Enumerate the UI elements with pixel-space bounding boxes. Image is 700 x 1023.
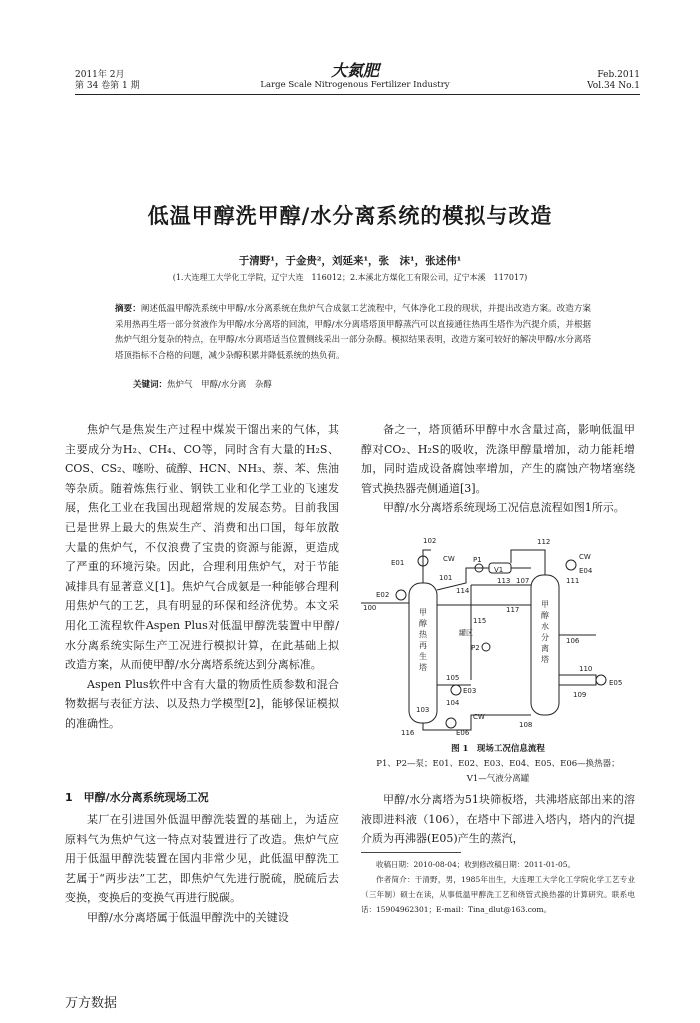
header-right (587, 70, 640, 92)
stream-label: 105 (446, 674, 460, 682)
header-left-volume: 第 34 卷第 1 期 (75, 81, 140, 91)
stream-label: 102 (423, 537, 437, 545)
tower-label (541, 600, 549, 664)
tower-label-char: 甲 (541, 600, 549, 609)
keywords-text: 焦炉气 甲醇/水分离 杂醇 (167, 380, 272, 390)
body-column-right-lower (361, 790, 635, 849)
footnote: 作者简介：于清野，男，1985年出生，大连理工大学化工学院化学工艺专业（三年制）硕士在读，从事低温甲醇洗工艺和绕管式换热器的计算研究。联系电话：15904962301；E-mail：Tina_dlut@163.com。 (361, 875, 635, 914)
tower-label-char: 塔 (419, 663, 427, 672)
body-column-left (65, 420, 339, 734)
keywords-label: 关键词： (133, 380, 168, 390)
stream-label: 100 (363, 604, 377, 612)
stream-line (559, 675, 596, 685)
header-left-date: 2011年 2月 (75, 70, 125, 80)
exchanger-label: E06 (456, 729, 470, 737)
journal-name-en: Large Scale Nitrogenous Fertilizer Industry (260, 80, 450, 90)
header-right-volume: Vol.34 No.1 (587, 81, 640, 91)
section-heading: 1 甲醇/水分离系统现场工况 (65, 791, 209, 804)
tower-label-char: 水 (541, 622, 549, 631)
figure-title: 图 1 现场工况信息流程 (451, 744, 545, 754)
tower-label-char: 分 (541, 633, 549, 642)
abstract-text: 阐述低温甲醇洗系统中甲醇/水分离系统在焦炉气合成氨工艺流程中，气体净化工段的现状，并提出改造方案。改造方案采用热再生塔一部分贫液作为甲醇/水分离塔的回流，甲醇/水分离塔塔顶甲醇蒸汽可以直接通往热再生塔作为汽提介质，并根据焦炉气组分复杂的特点，在甲醇/水分离塔适当位置侧线采出一部分杂醇。模拟结果表明，改造方案可较好的解决甲醇/水分离塔塔顶指标不合格的问题，减少杂醇积累并降低系统的热负荷。 (115, 304, 591, 361)
stream-label: 116 (401, 729, 415, 737)
figure-legend: V1—气液分离罐 (466, 774, 530, 784)
exchanger-label: E01 (391, 559, 405, 567)
pump-label: P1 (473, 556, 482, 564)
stream-label: 109 (573, 691, 587, 699)
stream-label: 104 (446, 699, 460, 707)
exchanger-e04 (566, 560, 576, 570)
cw-label: CW (473, 713, 485, 721)
separator-label: V1 (494, 566, 504, 574)
stream-label: 112 (537, 538, 551, 546)
abstract (115, 302, 591, 364)
footnote: 收稿日期：2010-08-04；收到修改稿日期：2011-01-05。 (376, 860, 575, 869)
journal-logo: 大氮肥 (330, 61, 379, 80)
paper-title: 低温甲醇洗甲醇/水分离系统的模拟与改造 (147, 204, 553, 228)
header-center (250, 62, 460, 91)
stream-label: 111 (566, 577, 580, 585)
cw-label: CW (579, 553, 591, 561)
stream-label: 101 (439, 574, 453, 582)
tower-label (419, 608, 428, 672)
exchanger-e02 (396, 590, 406, 600)
figure-legend: P1、P2—泵；E01、E02、E03、E04、E05、E06—换热器； (376, 759, 620, 769)
paragraph: 甲醇/水分离塔属于低温甲醇洗中的关键设 (87, 910, 289, 924)
stream-label: 113 (497, 577, 511, 585)
abstract-label: 摘要： (115, 304, 141, 314)
watermark: 万方数据 (65, 996, 118, 1011)
exchanger-e05 (596, 675, 606, 685)
keywords (133, 378, 272, 390)
exchanger-label: E02 (376, 591, 390, 599)
tank-area-label: 罐区 (459, 629, 473, 637)
stream-label: 110 (579, 665, 593, 673)
tower-label-char: 生 (419, 652, 427, 661)
cw-label: CW (443, 555, 455, 563)
stream-label: 106 (566, 637, 580, 645)
pump-label: P2 (471, 644, 480, 652)
exchanger-label: E04 (579, 567, 593, 575)
tower-label-char: 热 (419, 630, 427, 639)
pump-p2 (482, 643, 490, 651)
exchanger-e03 (451, 685, 461, 695)
stream-line (423, 550, 431, 583)
stream-label: 103 (416, 706, 430, 714)
exchanger-e06 (446, 718, 456, 728)
tower-label-char: 离 (541, 644, 549, 653)
stream-label: 108 (519, 721, 533, 729)
stream-label: 117 (506, 606, 520, 614)
body-column-right (361, 420, 635, 518)
tower-label-char: 醇 (541, 611, 549, 620)
figure-caption (361, 742, 635, 787)
paragraph: 备之一，塔顶循环甲醇中水含量过高，影响低温甲醇对CO₂、H₂S的吸收，洗涤甲醇量增加，动力能耗增加，同时造成设备腐蚀率增加，产生的腐蚀产物堵塞绕管式换热器壳侧通道[3]。 (361, 423, 635, 495)
authors: 于清野¹，于金贵²，刘延来¹，张 沫¹，张述伟¹ (238, 255, 462, 267)
process-flow-diagram (361, 535, 635, 740)
header-rule (75, 94, 640, 95)
body-column-left-lower (65, 810, 339, 928)
footnote-rule (361, 852, 461, 853)
stream-label: 114 (456, 587, 470, 595)
tower-label-char: 醇 (419, 619, 427, 628)
tower-label-char: 甲 (419, 608, 427, 617)
stream-label: 115 (473, 617, 487, 625)
paragraph: 某厂在引进国外低温甲醇洗装置的基础上，为适应原料气为焦炉气这一特点对装置进行了改造。焦炉气应用于低温甲醇洗装置在国内非常少见，此低温甲醇洗工艺属于“两步法”工艺，即焦炉气先进行脱硫，脱硫后去变换，变换后的变换气再进行脱碳。 (65, 813, 339, 905)
exchanger-label: E03 (463, 687, 477, 695)
tower-label-char: 塔 (541, 655, 549, 664)
paragraph: 焦炉气是焦炭生产过程中煤炭干馏出来的气体，其主要成分为H₂、CH₄、CO等，同时含有大量的H₂S、COS、CS₂、噻吩、硫醇、HCN、NH₃、萘、苯、焦油等杂质。随着炼焦行业、钢铁工业和化学工业的飞速发展，焦化工业在我国出现超常规的发展态势。目前我国已是世界上最大的焦炭生产、消费和出口国，每年放散大量的焦炉气，不仅浪费了宝贵的资源与能源，更造成了严重的环境污染。因此，合理利用焦炉气，对于节能减排具有显著意义[1]。焦炉气合成氨是一种能够合理利用焦炉气的工艺，具有明显的环保和经济优势。本文采用化工流程软件Aspen Plus对低温甲醇洗装置中甲醇/水分离系统实际生产工况进行模拟计算，在此基础上拟改造方案，从而使甲醇/水分离塔系统达到分离标准。 (65, 423, 339, 672)
paragraph: Aspen Plus软件中含有大量的物质性质参数和混合物数据与表征方法、以及热力学模型[2]，能够保证模拟的准确性。 (65, 677, 339, 730)
footnotes (361, 857, 635, 917)
paragraph: 甲醇/水分离塔系统现场工况信息流程如图1所示。 (383, 501, 625, 515)
tower-label-char: 再 (419, 641, 427, 650)
header-right-date: Feb.2011 (597, 70, 640, 80)
exchanger-label: E05 (609, 679, 623, 687)
affiliation: (1.大连理工大学化工学院，辽宁大连 116012；2.本溪北方煤化工有限公司，辽宁本溪 117017) (172, 273, 528, 282)
paragraph: 甲醇/水分离塔为51块筛板塔，共沸塔底部出来的溶液即进料液（106），在塔中下部进入塔内，塔内的汽提介质为再沸器(E05)产生的蒸汽， (361, 793, 635, 846)
stream-line (511, 550, 545, 575)
stream-label: 107 (516, 577, 530, 585)
header-left (75, 70, 140, 92)
